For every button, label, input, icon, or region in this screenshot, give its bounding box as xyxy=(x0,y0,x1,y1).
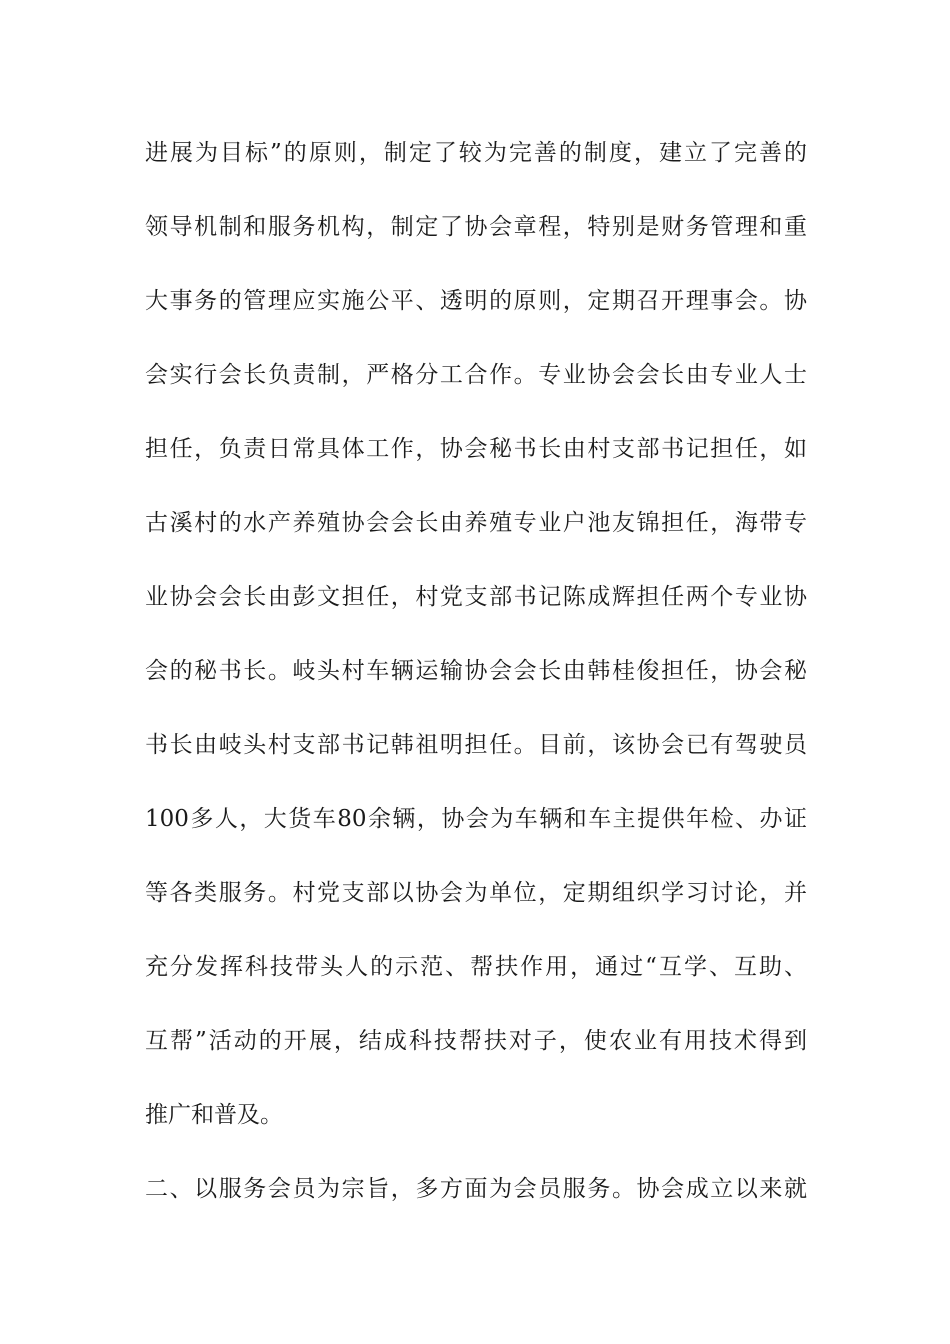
text-line: 领导机制和服务机构，制定了协会章程，特别是财务管理和重 xyxy=(145,214,807,240)
text-line: 等各类服务。村党支部以协会为单位，定期组织学习讨论，并 xyxy=(145,880,807,906)
text-line: 互帮”活动的开展，结成科技帮扶对子，使农业有用技术得到 xyxy=(145,1028,807,1054)
document-body xyxy=(145,126,807,1236)
text-line: 业协会会长由彭文担任，村党支部书记陈成辉担任两个专业协 xyxy=(145,584,807,610)
text-line: 担任，负责日常具体工作，协会秘书长由村支部书记担任，如 xyxy=(145,436,807,462)
paragraph-end-line: 推广和普及。 xyxy=(145,1102,283,1128)
text-line: 会的秘书长。岐头村车辆运输协会会长由韩桂俊担任，协会秘 xyxy=(145,658,807,684)
text-line: 会实行会长负责制，严格分工合作。专业协会会长由专业人士 xyxy=(145,362,807,388)
text-line: 书长由岐头村支部书记韩祖明担任。目前，该协会已有驾驶员 xyxy=(145,732,807,758)
text-line: 大事务的管理应实施公平、透明的原则，定期召开理事会。协 xyxy=(145,288,807,314)
text-line: 古溪村的水产养殖协会会长由养殖专业户池友锦担任，海带专 xyxy=(145,510,807,536)
section-heading-line: 二、以服务会员为宗旨，多方面为会员服务。协会成立以来就 xyxy=(145,1176,807,1202)
text-line: 充分发挥科技带头人的示范、帮扶作用，通过“互学、互助、 xyxy=(145,954,807,980)
text-line: 进展为目标”的原则，制定了较为完善的制度，建立了完善的 xyxy=(145,140,807,166)
text-line: 100多人，大货车80余辆，协会为车辆和车主提供年检、办证 xyxy=(145,806,807,832)
